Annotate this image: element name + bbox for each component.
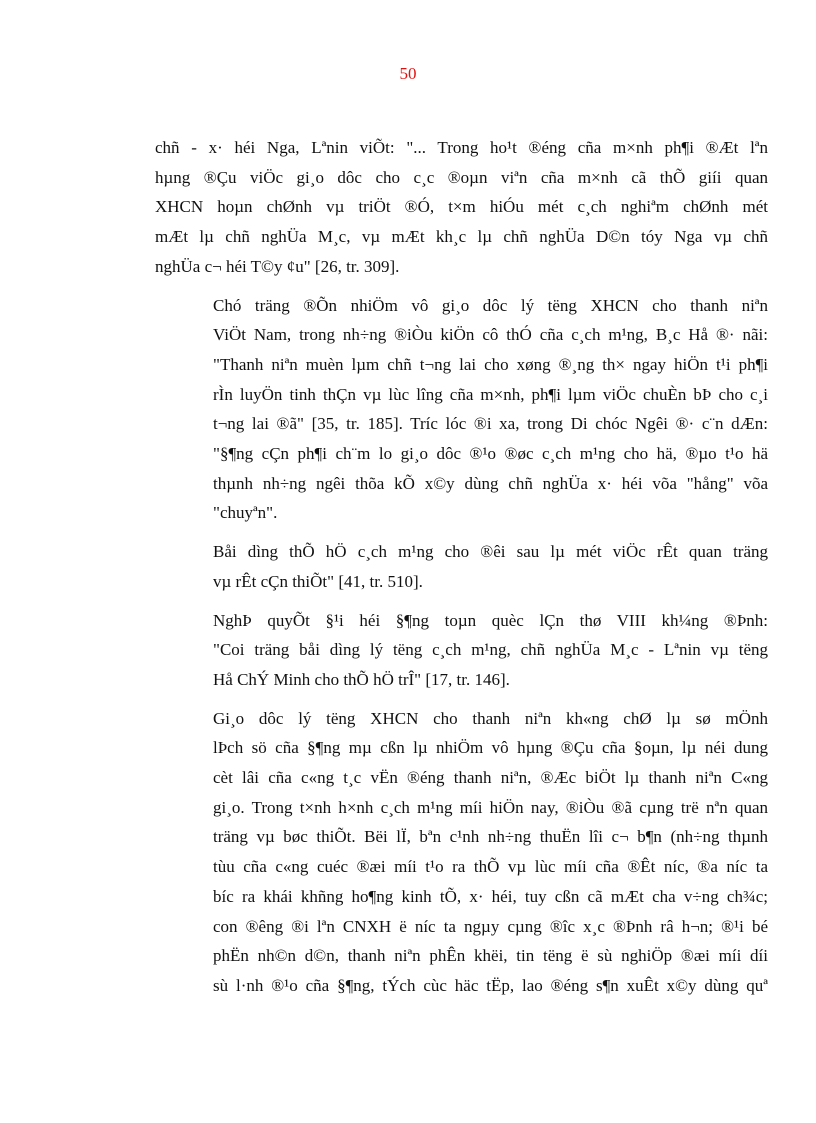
text-line: "chuyªn". xyxy=(213,503,278,523)
text-line: "Coi träng båi dìng lý tëng c¸ch m¹ng, chñ nghÜa M¸c - Lªnin vµ tëng xyxy=(213,640,768,660)
text-line: rÌn luyÖn tinh thÇn vµ lùc lîng cña m×nh, ph¶i lµm viÖc chuÈn bÞ cho c¸i xyxy=(213,384,768,404)
text-line: t¬ng lai ®ã" [35, tr. 185]. Tríc lóc ®i xa, trong Di chóc Ngêi ®· c¨n dÆn: xyxy=(213,414,768,434)
text-line: con ®êng ®i lªn CNXH ë níc ta ngµy cµng ®îc x¸c ®Þnh râ h¬n; ®¹i bé xyxy=(213,916,768,936)
paragraph-3 xyxy=(155,537,768,596)
text-line: nghÜa c¬ héi T©y ¢u" [26, tr. 309]. xyxy=(155,256,400,276)
text-line: träng vµ bøc thiÕt. Bëi lÏ, bªn c¹nh nh÷ng thuËn lîi c¬ b¶n (nh÷ng thµnh xyxy=(213,827,768,847)
text-line: ViÖt Nam, trong nh÷ng ®iÒu kiÖn cô thÓ cña c¸ch m¹ng, B¸c Hå ®· nãi: xyxy=(213,325,768,345)
text-line: thµnh nh÷ng ngêi thõa kÕ x©y dùng chñ nghÜa x· héi võa "hång" võa xyxy=(213,473,768,493)
document-body xyxy=(155,133,768,1001)
text-line: vµ rÊt cÇn thiÕt" [41, tr. 510]. xyxy=(213,571,423,591)
text-line: mÆt lµ chñ nghÜa M¸c, vµ mÆt kh¸c lµ chñ nghÜa D©n tóy Nga vµ chñ xyxy=(155,227,768,247)
text-line: chñ - x· héi Nga, Lªnin viÕt: "... Trong ho¹t ®éng cña m×nh ph¶i ®Æt lªn xyxy=(155,138,768,157)
paragraph-2 xyxy=(155,291,768,529)
text-line: tùu cña c«ng cuéc ®æi míi t¹o ra thÕ vµ lùc míi cña ®Êt níc, ®a níc ta xyxy=(213,857,768,877)
page-number: 50 xyxy=(399,64,417,83)
text-line: "§¶ng cÇn ph¶i ch¨m lo gi¸o dôc ®¹o ®øc c¸ch m¹ng cho hä, ®µo t¹o hä xyxy=(213,444,768,464)
paragraph-4 xyxy=(155,606,768,695)
text-line: sù l·nh ®¹o cña §¶ng, tÝch cùc häc tËp, lao ®éng s¶n xuÊt x©y dùng quª xyxy=(213,975,768,995)
text-line: Chó träng ®Õn nhiÖm vô gi¸o dôc lý tëng XHCN cho thanh niªn xyxy=(213,295,768,315)
text-line: Hå ChÝ Minh cho thÕ hÖ trÎ" [17, tr. 146]. xyxy=(213,669,510,689)
text-line: phËn nh©n d©n, thanh niªn phÊn khëi, tin tëng ë sù nghiÖp ®æi míi díi xyxy=(213,946,768,966)
paragraph-5 xyxy=(155,704,768,1001)
text-line: lÞch sö cña §¶ng mµ cßn lµ nhiÖm vô hµng ®Çu cña §oµn, lµ néi dung xyxy=(213,738,768,758)
text-line: bíc ra khái khñng ho¶ng kinh tÕ, x· héi, tuy cßn cã mÆt cha v÷ng ch¾c; xyxy=(213,886,768,906)
text-line: "Thanh niªn muèn lµm chñ t¬ng lai cho xøng ®¸ng th× ngay hiÖn t¹i ph¶i xyxy=(213,354,768,374)
text-line: Gi¸o dôc lý tëng XHCN cho thanh niªn kh«ng chØ lµ sø mÖnh xyxy=(213,708,768,728)
paragraph-1 xyxy=(155,133,768,282)
text-line: Båi dìng thÕ hÖ c¸ch m¹ng cho ®êi sau lµ mét viÖc rÊt quan träng xyxy=(213,542,768,562)
text-line: NghÞ quyÕt §¹i héi §¶ng toµn quèc lÇn thø VIII kh¼ng ®Þnh: xyxy=(213,610,768,630)
text-line: XHCN hoµn chØnh vµ triÖt ®Ó, t×m hiÓu mét c¸ch nghiªm chØnh mét xyxy=(155,197,768,217)
text-line: cèt lâi cña c«ng t¸c vËn ®éng thanh niªn, ®Æc biÖt lµ thanh niªn C«ng xyxy=(213,768,768,788)
text-line: gi¸o. Trong t×nh h×nh c¸ch m¹ng míi hiÖn nay, ®iÒu ®ã cµng trë nªn quan xyxy=(213,797,768,817)
text-line: hµng ®Çu viÖc gi¸o dôc cho c¸c ®oµn viªn cña m×nh cã thÕ giíi quan xyxy=(155,167,768,187)
